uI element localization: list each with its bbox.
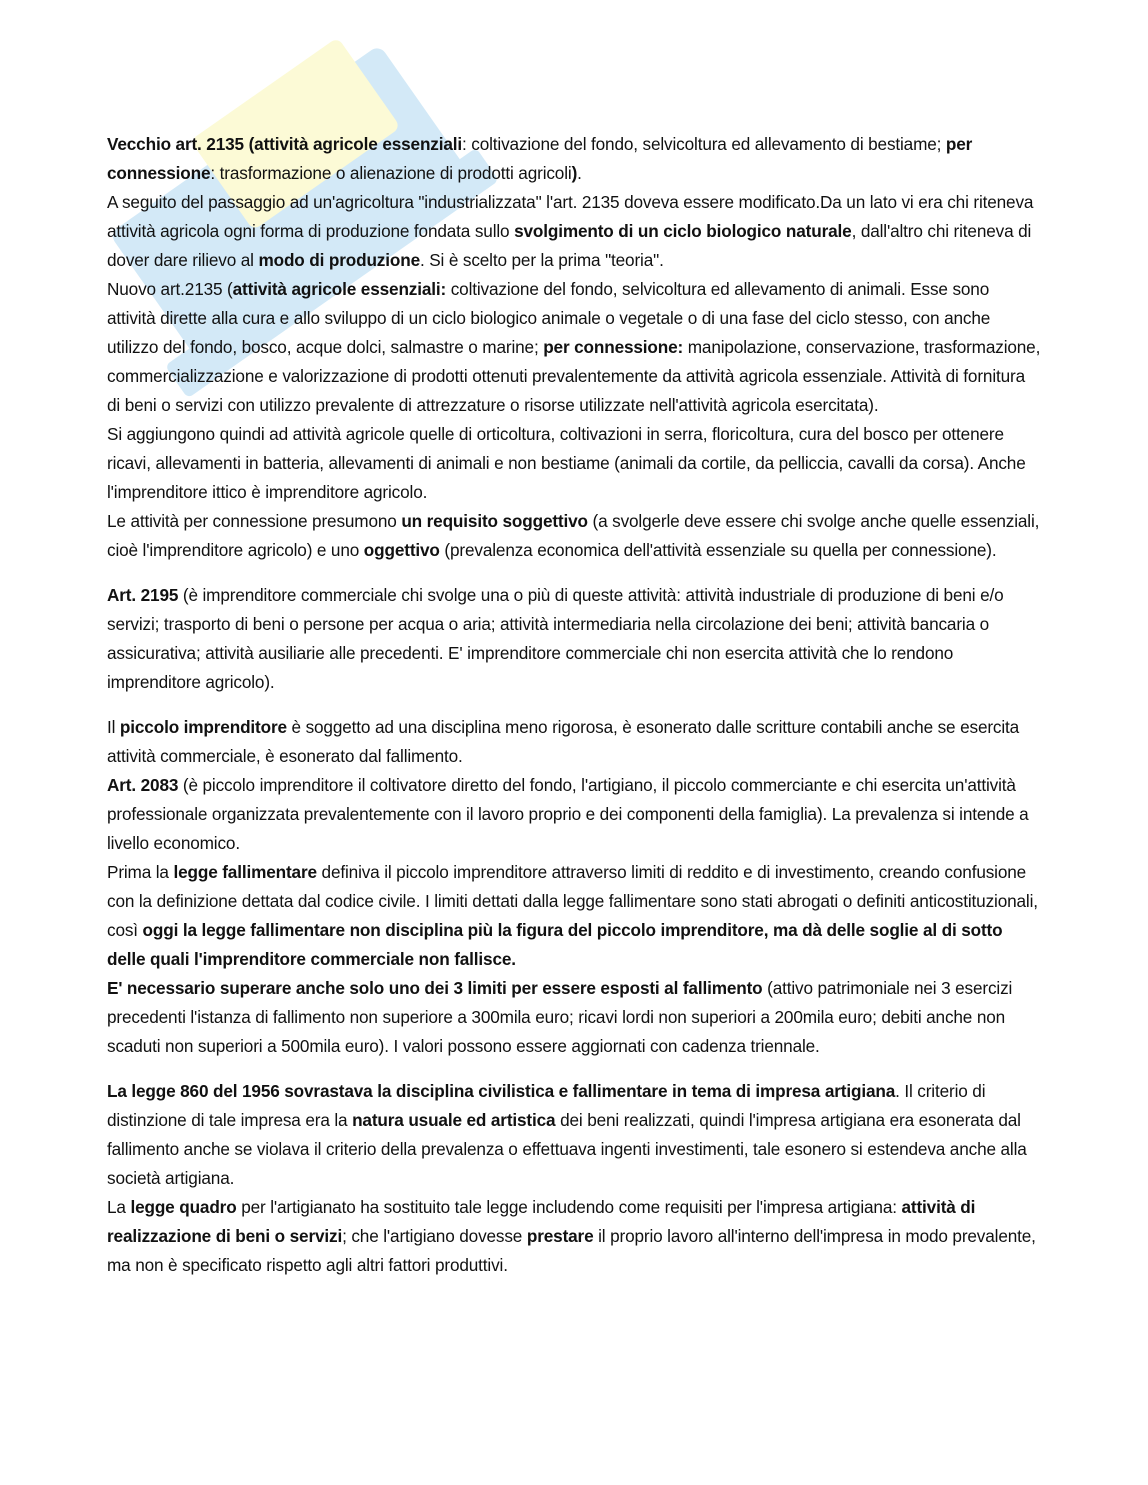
bold-text: E' necessario superare anche solo uno dei 3 limiti per essere esposti al fallimento — [107, 978, 763, 998]
text-run: (è imprenditore commerciale chi svolge una o più di queste attività: attività industriale di produzione di beni e/o servizi; trasporto di beni o persone per acqua o aria; attività intermediaria nella circolazione dei beni; attività bancaria o assicurativa; attività ausiliarie alle precedenti. E' imprenditore commerciale chi non esercita attività che lo rendono imprenditore agricolo). — [107, 585, 1004, 692]
text-run: Il — [107, 717, 120, 737]
text-run: Nuovo art.2135 ( — [107, 279, 233, 299]
paragraph-gap — [107, 697, 1042, 713]
text-run: (prevalenza economica dell'attività essenziale su quella per connessione). — [439, 540, 997, 560]
text-run: manipolazione, conservazione, trasformazione, commercializzazione e valorizzazione di prodotti ottenuti prevalentemente da attività agricola essenziale. Attività di fornitura di beni o servizi con utilizzo prevalente di attrezzature o risorse utilizzate nell'attività agricola esercitata). — [107, 337, 1041, 415]
bold-text: per connessione: — [543, 337, 684, 357]
paragraph — [107, 1077, 1042, 1193]
text-run: . Si è scelto per la prima "teoria". — [419, 250, 664, 270]
paragraph — [107, 974, 1042, 1061]
paragraph — [107, 581, 1042, 697]
document-body — [107, 130, 1042, 1280]
text-run: è soggetto ad una disciplina meno rigorosa, è esonerato dalle scritture contabili anche se esercita attività commerciale, è esonerato dal fallimento. — [107, 717, 1020, 766]
text-run: La — [107, 1197, 131, 1217]
paragraph-gap — [107, 565, 1042, 581]
text-run: (a svolgerle deve essere chi svolge anche quelle essenziali, cioè l'imprenditore agricolo) e uno — [107, 511, 1040, 560]
bold-text: Art. 2195 — [107, 585, 179, 605]
bold-text: attività agricole essenziali: — [232, 279, 447, 299]
bold-text: natura usuale ed artistica — [352, 1110, 556, 1130]
bold-text: piccolo imprenditore — [119, 717, 287, 737]
text-run: . Il criterio di distinzione di tale impresa era la — [107, 1081, 986, 1130]
text-run: ; che l'artigiano dovesse — [342, 1226, 527, 1246]
bold-text: Vecchio art. 2135 ( — [107, 134, 255, 154]
paragraph — [107, 130, 1042, 188]
text-run: : coltivazione del fondo, selvicoltura ed allevamento di bestiame; — [462, 134, 946, 154]
text-run: per l'artigianato ha sostituito tale legge includendo come requisiti per l'impresa artigiana: — [236, 1197, 902, 1217]
paragraph — [107, 507, 1042, 565]
text-run: coltivazione del fondo, selvicoltura ed allevamento di animali. Esse sono attività dirette alla cura e allo sviluppo di un ciclo biologico animale o vegetale o di una fase del ciclo stesso, con anche utilizzo del fondo, bosco, acque dolci, salmastre o marine; — [107, 279, 991, 357]
paragraph — [107, 420, 1042, 507]
bold-text: oggi la legge fallimentare non disciplina più la figura del piccolo imprenditore, ma dà delle soglie al di sotto delle quali l'imprenditore commerciale non fallisce. — [107, 920, 1003, 969]
text-run: , dall'altro chi riteneva di dover dare rilievo al — [107, 221, 1032, 270]
bold-text: un requisito soggettivo — [401, 511, 588, 531]
paragraph — [107, 771, 1042, 858]
text-run: (attivo patrimoniale nei 3 esercizi precedenti l'istanza di fallimento non superiore a 300mila euro; ricavi lordi non superiori a 200mila euro; debiti anche non scaduti non superiori a 500mila euro). I valori possono essere aggiornati con cadenza triennale. — [107, 978, 1013, 1056]
text-run: : trasformazione o alienazione di prodotti agricoli — [210, 163, 572, 183]
bold-text: per connessione — [107, 134, 973, 183]
bold-text: prestare — [526, 1226, 594, 1246]
bold-text: legge fallimentare — [173, 862, 317, 882]
paragraph — [107, 858, 1042, 974]
bold-text: Art. 2083 — [107, 775, 179, 795]
paragraph — [107, 713, 1042, 771]
paragraph — [107, 275, 1042, 420]
text-run: A seguito del passaggio ad un'agricoltura "industrializzata" l'art. 2135 doveva essere modificato.Da un lato vi era chi riteneva attività agricola ogni forma di produzione fondata sullo — [107, 192, 1034, 241]
bold-text: ) — [571, 163, 578, 183]
text-run: Si aggiungono quindi ad attività agricole quelle di orticoltura, coltivazioni in serra, floricoltura, cura del bosco per ottenere ricavi, allevamenti in batteria, allevamenti di animali e non bestiame (animali da cortile, da pelliccia, cavalli da corsa). Anche l'imprenditore ittico è imprenditore agricolo. — [107, 424, 1026, 502]
text-run: . — [577, 163, 582, 183]
bold-text: svolgimento di un ciclo biologico naturale — [514, 221, 852, 241]
bold-text: legge quadro — [130, 1197, 237, 1217]
bold-text: attività di realizzazione di beni o servizi — [107, 1197, 976, 1246]
text-run: (è piccolo imprenditore il coltivatore diretto del fondo, l'artigiano, il piccolo commerciante e chi esercita un'attività professionale organizzata prevalentemente con il lavoro proprio e dei componenti della famiglia). La prevalenza si intende a livello economico. — [107, 775, 1029, 853]
bold-text: La legge 860 del 1956 sovrastava la disciplina civilistica e fallimentare in tema di impresa artigiana — [107, 1081, 896, 1101]
bold-text: oggettivo — [363, 540, 440, 560]
text-run: definiva il piccolo imprenditore attraverso limiti di reddito e di investimento, creando confusione con la definizione dettata dal codice civile. I limiti dettati dalla legge fallimentare sono stati abrogati o definiti anticostituzionali, così — [107, 862, 1038, 940]
text-run: Le attività per connessione presumono — [107, 511, 402, 531]
text-run: Prima la — [107, 862, 174, 882]
text-run: dei beni realizzati, quindi l'impresa artigiana era esonerata dal fallimento anche se violava il criterio della prevalenza o effettuava ingenti investimenti, tale esonero si estendeva anche alla società artigiana. — [107, 1110, 1027, 1188]
paragraph — [107, 1193, 1042, 1280]
bold-text: modo di produzione — [258, 250, 420, 270]
text-run: il proprio lavoro all'interno dell'impresa in modo prevalente, ma non è specificato rispetto agli altri fattori produttivi. — [107, 1226, 1036, 1275]
paragraph-gap — [107, 1061, 1042, 1077]
bold-text: attività agricole essenziali — [254, 134, 463, 154]
paragraph — [107, 188, 1042, 275]
